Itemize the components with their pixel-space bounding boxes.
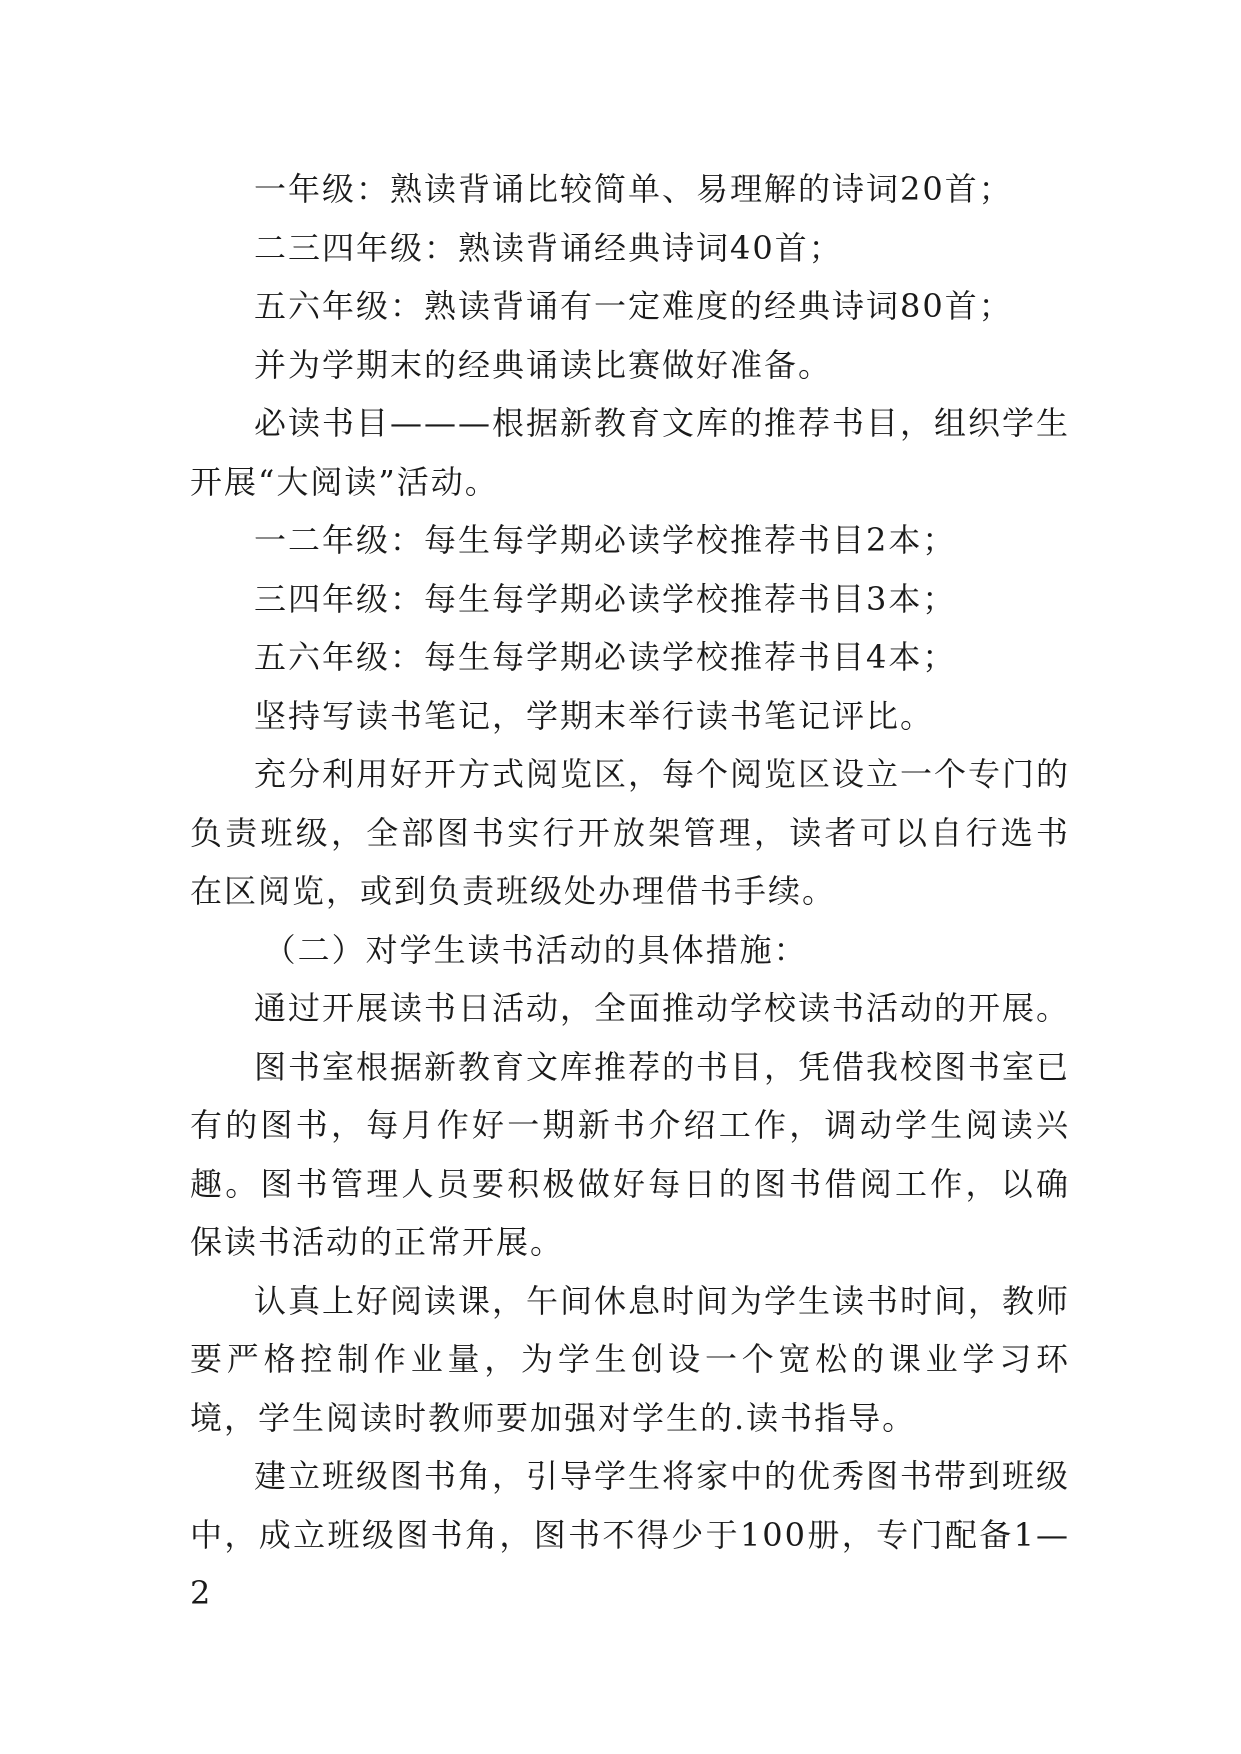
paragraph-grade1-poems: 一年级：熟读背诵比较简单、易理解的诗词20首； <box>254 170 1013 208</box>
paragraph-reading-day: 通过开展读书日活动，全面推动学校读书活动的开展。 <box>254 989 1071 1027</box>
paragraph-library-intro: 图书室根据新教育文库推荐的书目，凭借我校图书室已有的图书，每月作好一期新书介绍工作，调动学生阅读兴趣。图书管理人员要积极做好每日的图书借阅工作，以确保读书活动的正常开展。 <box>190 1047 1071 1261</box>
paragraph-recital-prep: 并为学期末的经典诵读比赛做好准备。 <box>254 345 833 384</box>
document-body <box>190 160 1070 1623</box>
paragraph-grade34-books: 三四年级：每生每学期必读学校推荐书目3本； <box>254 579 957 618</box>
paragraph-open-reading-area: 充分利用好开方式阅览区，每个阅览区设立一个专门的负责班级，全部图书实行开放架管理，读者可以自行选书在区阅览，或到负责班级处办理借书手续。 <box>190 755 1071 910</box>
paragraph-required-reading: 必读书目———根据新教育文库的推荐书目，组织学生开展“大阅读”活动。 <box>190 404 1071 501</box>
paragraph-grade12-books: 一二年级：每生每学期必读学校推荐书目2本； <box>254 521 957 559</box>
paragraph-grade56-books: 五六年级：每生每学期必读学校推荐书目4本； <box>254 638 957 676</box>
paragraph-reading-class: 认真上好阅读课，午间休息时间为学生读书时间，教师要严格控制作业量，为学生创设一个宽松的课业学习环境，学生阅读时教师要加强对学生的.读书指导。 <box>190 1281 1071 1437</box>
paragraph-reading-notes: 坚持写读书笔记，学期末举行读书笔记评比。 <box>254 696 935 735</box>
paragraph-grade56-poems: 五六年级：熟读背诵有一定难度的经典诗词80首； <box>254 287 1013 325</box>
paragraph-class-book-corner: 建立班级图书角，引导学生将家中的优秀图书带到班级中，成立班级图书角，图书不得少于100册，专门配备1—2 <box>190 1457 1071 1612</box>
paragraph-grade234-poems: 二三四年级：熟读背诵经典诗词40首； <box>254 228 843 267</box>
section-heading-measures: （二）对学生读书活动的具体措施： <box>263 930 808 969</box>
